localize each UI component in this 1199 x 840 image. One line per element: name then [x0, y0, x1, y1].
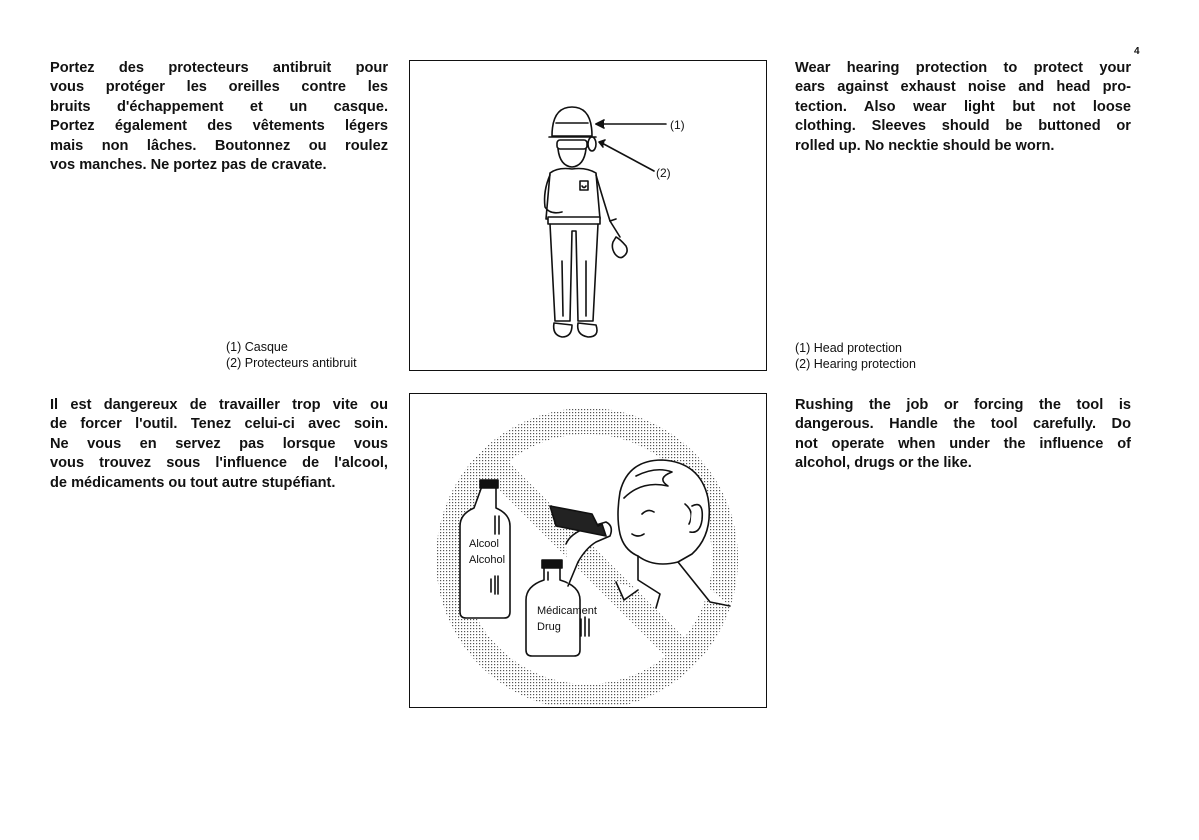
figure-no-alcohol-drugs — [409, 393, 767, 708]
text-line: vous trouvez sous l'influence de l'alcool, — [50, 455, 388, 472]
text-line: not operate when under the influence of — [795, 435, 1131, 452]
bottle-right-en: Drug — [537, 621, 561, 633]
text-line: de forcer l'outil. Tenez celui-ci avec soin. — [50, 416, 388, 433]
callout-2-label: (2) — [656, 166, 671, 180]
fr-captions — [226, 339, 357, 371]
text-line: de médicaments ou tout autre stupéfiant. — [50, 474, 336, 491]
text-line: ears against exhaust noise and head pro- — [795, 79, 1131, 96]
text-line: Ne vous en servez pas lorsque vous — [50, 435, 388, 452]
text-line: vos manches. Ne portez pas de cravate. — [50, 157, 327, 174]
text-line: clothing. Sleeves should be buttoned or — [795, 118, 1131, 135]
text-line: Il est dangereux de travailler trop vite ou — [50, 397, 388, 413]
text-line: alcohol, drugs or the like. — [795, 455, 972, 472]
en-hearing-paragraph — [795, 59, 1131, 156]
text-line: tection. Also wear light but not loose — [795, 98, 1131, 115]
text-line: rolled up. No necktie should be worn. — [795, 137, 1055, 154]
en-captions — [795, 340, 916, 372]
goggles-shape — [557, 140, 587, 149]
caption-hearing-protection: (2) Hearing protection — [795, 357, 916, 371]
caption-head-protection: (1) Head protection — [795, 341, 903, 355]
ear-muff-shape — [588, 137, 596, 151]
text-line: Portez également des vêtements légers — [50, 118, 388, 135]
en-rushing-paragraph — [795, 396, 1131, 474]
callout-1-label: (1) — [670, 118, 685, 132]
fr-hearing-paragraph — [50, 59, 388, 175]
figure-protective-gear — [409, 60, 767, 371]
text-line: Wear hearing protection to protect your — [795, 60, 1131, 76]
helmet-shape — [552, 107, 592, 136]
text-line: Rushing the job or forcing the tool is — [795, 397, 1131, 413]
text-line: bruits d'échappement et un casque. — [50, 98, 388, 115]
bottle-right-fr: Médicament — [537, 605, 597, 617]
text-line: dangerous. Handle the tool carefully. Do — [795, 416, 1131, 433]
text-line: Portez des protecteurs antibruit pour — [50, 60, 388, 76]
text-line: mais non lâches. Boutonnez ou roulez — [50, 137, 388, 154]
text-line: vous protéger les oreilles contre les — [50, 79, 388, 96]
worker-illustration — [410, 61, 765, 369]
bottle-left-fr: Alcool — [469, 538, 499, 550]
prohibition-illustration — [410, 394, 765, 706]
caption-protecteurs: (2) Protecteurs antibruit — [226, 356, 357, 370]
fr-rushing-paragraph — [50, 396, 388, 493]
page-number: 4 — [1134, 46, 1140, 57]
bottle-left-en: Alcohol — [469, 554, 506, 566]
glove-shape — [612, 237, 627, 258]
caption-casque: (1) Casque — [226, 340, 288, 354]
